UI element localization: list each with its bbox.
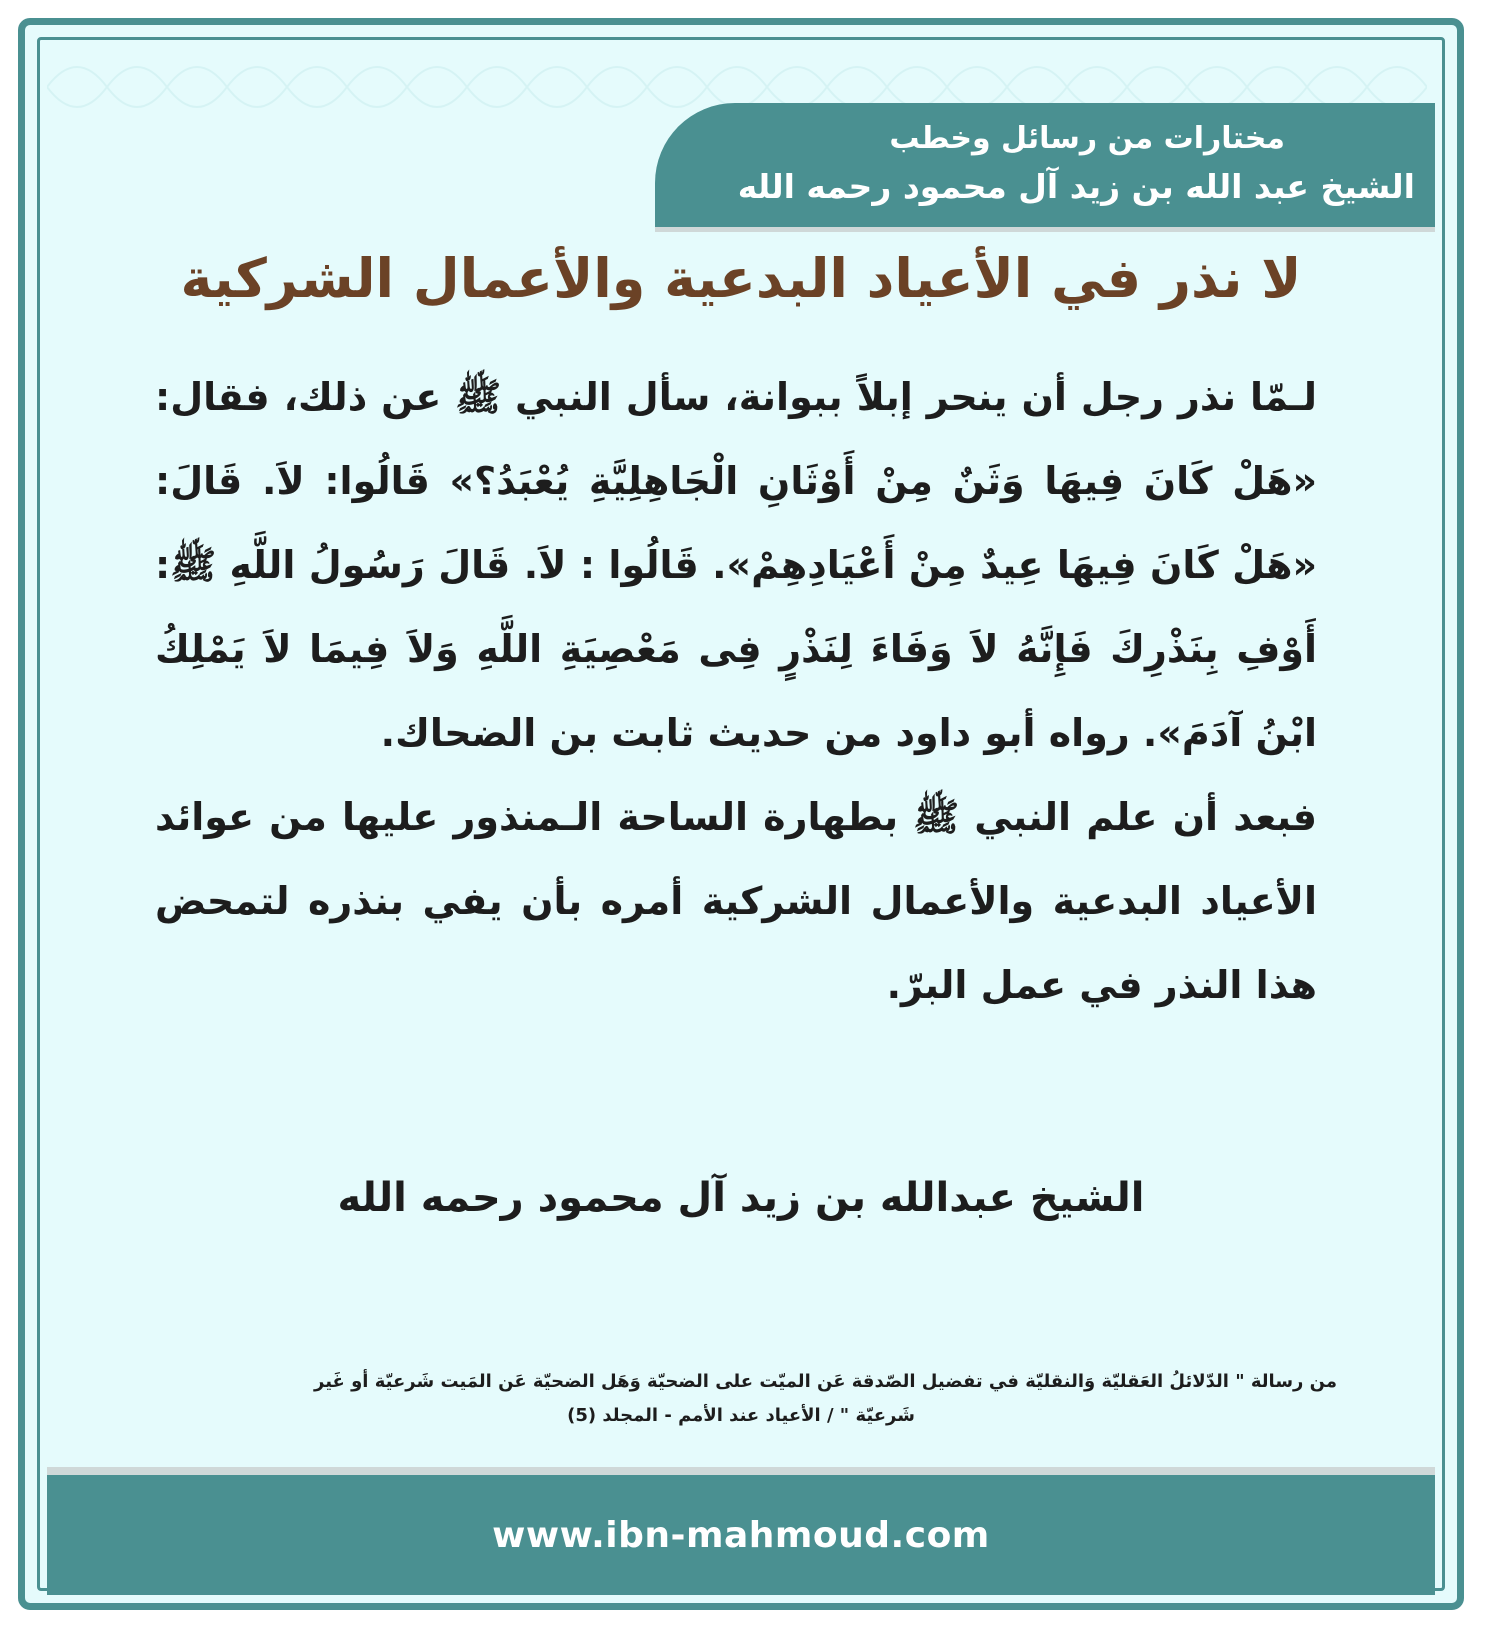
header-author: الشيخ عبد الله بن زيد آل محمود رحمه الله [737,167,1415,206]
source-line-1: من رسالة " الدّلائلُ العَقليّة وَالنقليّة في تفضيل الصّدقة عَن الميّت على الضحيّة وَهَل الضحيّة عَن المَيت شَرعيّة أو غَير [314,1371,1337,1392]
signature: الشيخ عبدالله بن زيد آل محمود رحمه الله [337,1175,1145,1221]
website-link[interactable]: www.ibn-mahmoud.com [492,1514,990,1556]
footer-bar [47,1467,1435,1595]
header-banner [655,103,1435,232]
source-citation [145,1365,1337,1433]
paragraph-commentary: فبعد أن علم النبي ﷺ بطهارة الساحة الـمنذور عليها من عوائد الأعياد البدعية والأعمال الشركية أمره بأن يفي بنذره لتمحض هذا النذر في عمل البرّ. [155,795,1317,1007]
source-line-2: شَرعيّة " / الأعياد عند الأمم - المجلد (5) [567,1405,915,1426]
card-frame [18,18,1464,1610]
paragraph-hadith: لـمّا نذر رجل أن ينحر إبلاً ببوانة، سأل النبي ﷺ عن ذلك، فقال: «هَلْ كَانَ فِيهَا وَثَنٌ مِنْ أَوْثَانِ الْجَاهِلِيَّةِ يُعْبَدُ؟» قَالُوا: لاَ. قَالَ: «هَلْ كَانَ فِيهَا عِيدٌ مِنْ أَعْيَادِهِمْ». قَالُوا : لاَ. قَالَ رَسُولُ اللَّهِ ﷺ: أَوْفِ بِنَذْرِكَ فَإِنَّهُ لاَ وَفَاءَ لِنَذْرٍ فِى مَعْصِيَةِ اللَّهِ وَلاَ فِيمَا لاَ يَمْلِكُ ابْنُ آدَمَ». رواه أبو داود من حديث ثابت بن الضحاك. [155,375,1317,755]
header-subtitle: مختارات من رسائل وخطب [889,121,1285,156]
main-text [155,355,1317,1027]
page-title: لا نذر في الأعياد البدعية والأعمال الشركية [180,247,1302,310]
